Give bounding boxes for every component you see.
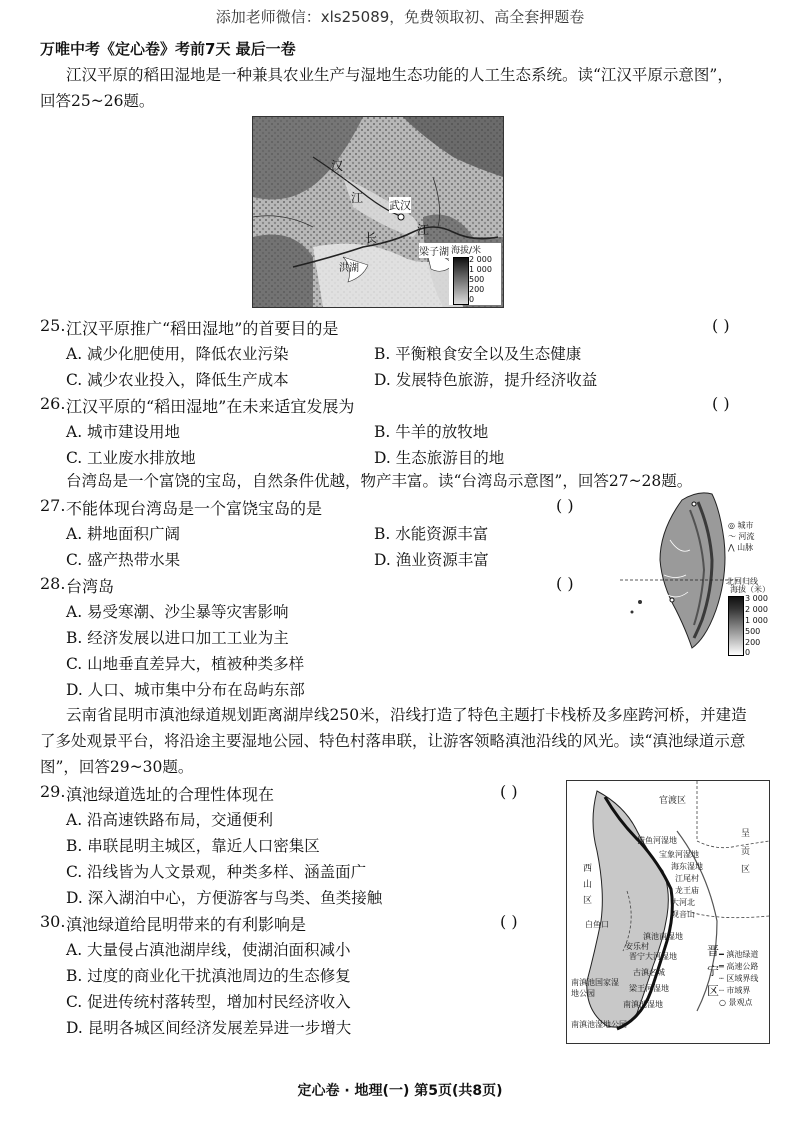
city-icon: ◎ — [728, 521, 735, 530]
place-label: 江尾村 — [675, 874, 699, 883]
q26-option-c[interactable]: C. 工业废水排放地 — [66, 449, 196, 467]
q25-number: 25. — [40, 316, 66, 335]
dianchi-legend — [719, 949, 767, 1009]
q25-option-b[interactable]: B. 平衡粮食安全以及生态健康 — [374, 345, 582, 363]
jianghan-plain-map — [252, 116, 504, 308]
elevation-legend-title: 海拔（米） — [730, 585, 770, 594]
q26-option-b[interactable]: B. 牛羊的放牧地 — [374, 423, 489, 441]
q25-stem: 江汉平原推广“稻田湿地”的首要目的是 — [66, 319, 339, 338]
district-chenggong: 呈贡区 — [741, 829, 751, 875]
q28-stem: 台湾岛 — [66, 577, 115, 596]
place-label: 安乐村 — [625, 942, 649, 951]
tropic-of-cancer-label: 北回归线 — [726, 577, 758, 586]
elev-tick: 1 000 — [745, 616, 768, 625]
q25-option-d[interactable]: D. 发展特色旅游，提升经济收益 — [374, 371, 598, 389]
q28-option-b[interactable]: B. 经济发展以进口加工工业为主 — [66, 629, 289, 647]
place-label: 梁王河湿地 — [629, 984, 669, 993]
label-changjiang-2: 江 — [417, 223, 430, 237]
map1-legend-tick: 200 — [469, 285, 485, 294]
q30-option-a[interactable]: A. 大量侵占滇池湖岸线，使湖泊面积减小 — [66, 941, 351, 959]
q29-option-b[interactable]: B. 串联昆明主城区，靠近人口密集区 — [66, 837, 320, 855]
map1-legend-tick: 2 000 — [469, 255, 492, 264]
elev-tick: 500 — [745, 627, 761, 636]
q30-option-d[interactable]: D. 昆明各城区间经济发展差异进一步增大 — [66, 1019, 352, 1037]
q26-answer-blank[interactable]: ( ) — [712, 394, 730, 413]
q27-stem: 不能体现台湾岛是一个富饶宝岛的是 — [66, 499, 323, 518]
elevation-legend-ramp — [728, 596, 744, 656]
intro3-line3: 图”，回答29~30题。 — [40, 758, 194, 776]
intro2-text: 台湾岛是一个富饶的宝岛，自然条件优越，物产丰富。读“台湾岛示意图”，回答27~28题。 — [66, 472, 693, 490]
q26-number: 26. — [40, 394, 66, 413]
place-label: 大河北 — [671, 898, 695, 907]
q30-number: 30. — [40, 912, 66, 931]
q27-option-d[interactable]: D. 渔业资源丰富 — [374, 551, 489, 569]
q30-option-c[interactable]: C. 促进传统村落转型，增加村民经济收入 — [66, 993, 351, 1011]
place-label: 晋宁大河湿地 — [629, 952, 677, 961]
place-label: 古滇名城 — [633, 968, 665, 977]
q28-option-a[interactable]: A. 易受寒潮、沙尘暴等灾害影响 — [66, 603, 289, 621]
map1-legend-title: 海拔/米 — [451, 246, 482, 256]
legend-mountain: 山脉 — [737, 543, 754, 552]
river-icon: 〜 — [728, 532, 736, 541]
highway-line-icon: ═ — [719, 962, 724, 971]
q25-option-a[interactable]: A. 减少化肥使用，降低农业污染 — [66, 345, 289, 363]
label-han-river: 汉 — [331, 159, 344, 173]
label-honghu: 洪湖 — [339, 263, 359, 274]
elev-tick: 2 000 — [745, 605, 768, 614]
district-jinning: 晋宁区 — [707, 944, 720, 998]
q29-number: 29. — [40, 782, 66, 801]
label-changjiang: 长 — [365, 231, 378, 245]
q30-answer-blank[interactable]: ( ) — [500, 912, 518, 931]
q26-option-a[interactable]: A. 城市建设用地 — [66, 423, 181, 441]
place-label: 南滇池湿地公园 — [571, 1020, 627, 1029]
legend-scenic: 景观点 — [728, 998, 753, 1007]
place-label: 观音山 — [671, 910, 695, 919]
legend-city-boundary: 市域界 — [726, 986, 751, 995]
q26-stem: 江汉平原的“稻田湿地”在未来适宜发展为 — [66, 397, 355, 416]
q29-stem: 滇池绿道选址的合理性体现在 — [66, 785, 275, 804]
place-label: 捞鱼河湿地 — [637, 836, 677, 845]
q28-option-c[interactable]: C. 山地垂直差异大，植被种类多样 — [66, 655, 305, 673]
q27-option-c[interactable]: C. 盛产热带水果 — [66, 551, 181, 569]
legend-boundary: 区域界线 — [726, 974, 759, 983]
legend-city: 城市 — [737, 521, 754, 530]
map1-legend-tick: 500 — [469, 275, 485, 284]
map1-legend-tick: 0 — [469, 295, 475, 304]
place-label: 南滇池湿地 — [623, 1000, 663, 1009]
place-label: 龙王庙 — [675, 886, 699, 895]
legend-river: 河流 — [738, 532, 755, 541]
exam-header: 万唯中考《定心卷》考前7天 最后一卷 — [40, 40, 296, 58]
place-label: 白鱼口 — [585, 920, 609, 929]
label-wuhan: 武汉 — [389, 199, 411, 212]
taiwan-map — [620, 480, 780, 670]
label-liangzihu: 梁子湖 — [419, 243, 449, 258]
q27-answer-blank[interactable]: ( ) — [556, 496, 574, 515]
intro3-line1: 云南省昆明市滇池绿道规划距离湖岸线250米，沿线打造了特色主题打卡栈桥及多座跨河桥，并建造 — [66, 706, 747, 724]
elev-tick: 200 — [745, 638, 761, 647]
map1-legend-ramp — [453, 257, 469, 305]
dianchi-greenway-map — [566, 780, 770, 1044]
intro3-line2: 了多处观景平台，将沿途主要湿地公园、特色村落串联，让游客领略滇池沿线的风光。读“滇池绿道示意 — [40, 732, 746, 750]
place-label: 宝象河湿地 — [659, 850, 699, 859]
q28-number: 28. — [40, 574, 66, 593]
intro1-line1: 江汉平原的稻田湿地是一种兼具农业生产与湿地生态功能的人工生态系统。读“江汉平原示意图”， — [66, 66, 733, 84]
q30-option-b[interactable]: B. 过度的商业化干扰滇池周边的生态修复 — [66, 967, 351, 985]
q26-option-d[interactable]: D. 生态旅游目的地 — [374, 449, 505, 467]
q29-option-d[interactable]: D. 深入湖泊中心，方便游客与鸟类、鱼类接触 — [66, 889, 383, 907]
label-han-river-2: 江 — [351, 191, 364, 205]
q29-option-c[interactable]: C. 沿线皆为人文景观，种类多样、涵盖面广 — [66, 863, 367, 881]
map1-legend-tick: 1 000 — [469, 265, 492, 274]
q27-option-a[interactable]: A. 耕地面积广阔 — [66, 525, 181, 543]
q29-answer-blank[interactable]: ( ) — [500, 782, 518, 801]
place-label: 南滇池国家湿地公园 — [571, 978, 619, 998]
q27-number: 27. — [40, 496, 66, 515]
place-label: 海东湿地 — [671, 862, 703, 871]
q28-answer-blank[interactable]: ( ) — [556, 574, 574, 593]
place-label: 滇池南湿地 — [643, 932, 683, 941]
mountain-icon: ⋀ — [728, 543, 735, 552]
elev-tick: 3 000 — [745, 594, 768, 603]
elev-tick: 0 — [745, 648, 751, 657]
greenway-line-icon: ━ — [719, 950, 724, 959]
district-guandu: 官渡区 — [659, 796, 687, 806]
intro1-line2: 回答25~26题。 — [40, 92, 155, 110]
taiwan-legend — [728, 520, 755, 553]
scenic-point-icon: ○ — [719, 998, 726, 1007]
q25-option-c[interactable]: C. 减少农业投入，降低生产成本 — [66, 371, 289, 389]
q25-answer-blank[interactable]: ( ) — [712, 316, 730, 335]
q28-option-d[interactable]: D. 人口、城市集中分布在岛屿东部 — [66, 681, 305, 699]
map1-legend — [449, 243, 501, 305]
page-footer: 定心卷 · 地理(一) 第5页(共8页) — [297, 1083, 503, 1099]
watermark-text: 添加老师微信：xls25089，免费领取初、高全套押题卷 — [215, 8, 585, 26]
legend-highway: 高速公路 — [726, 962, 759, 971]
q27-option-b[interactable]: B. 水能资源丰富 — [374, 525, 489, 543]
q29-option-a[interactable]: A. 沿高速铁路布局，交通便利 — [66, 811, 274, 829]
district-xishan: 西山区 — [583, 864, 593, 906]
legend-greenway: 滇池绿道 — [726, 950, 759, 959]
city-boundary-icon: ┈ — [719, 986, 724, 995]
boundary-line-icon: ┄ — [719, 974, 724, 983]
q30-stem: 滇池绿道给昆明带来的有利影响是 — [66, 915, 307, 934]
